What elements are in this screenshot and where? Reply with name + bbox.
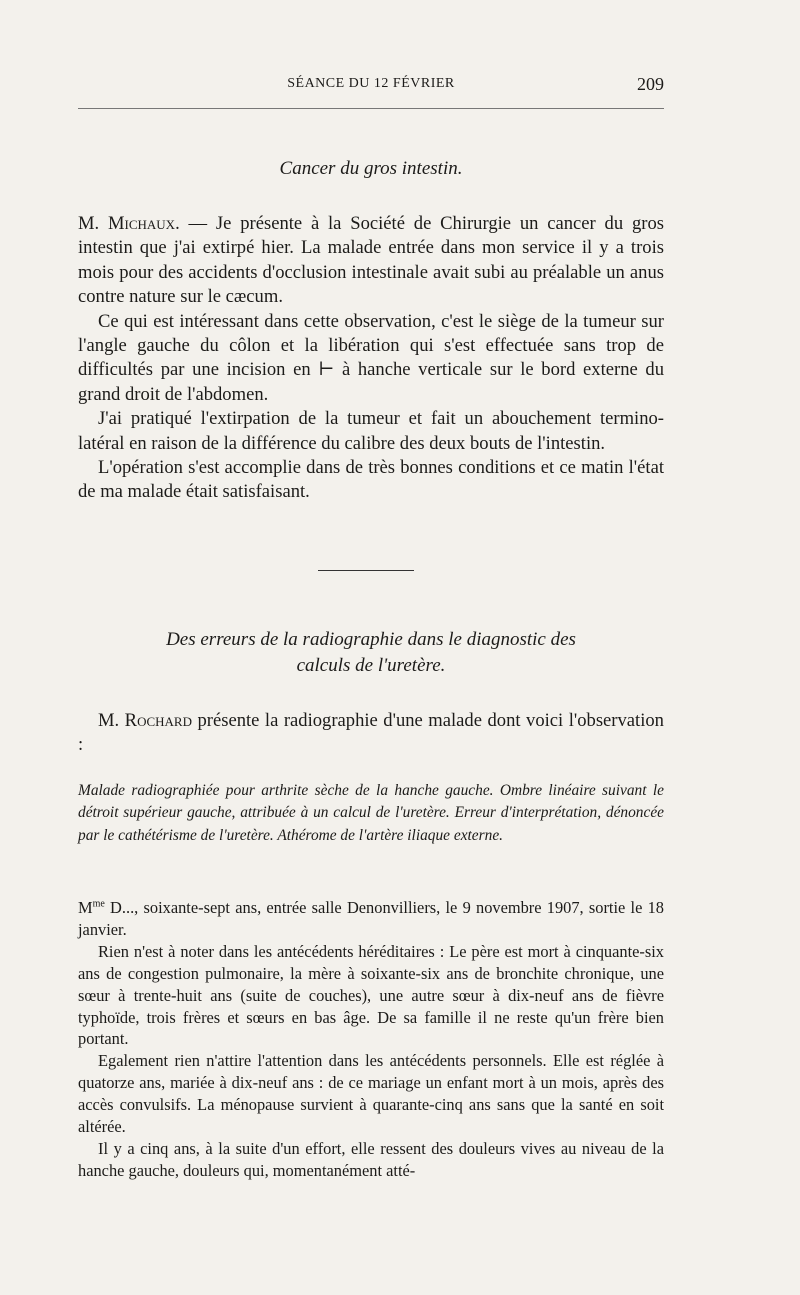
page-number: 209 bbox=[637, 74, 664, 94]
paragraph: $M^{me}$ D..., soixante-sept ans, entrée salle Denonvilliers, le 9 novembre 1907, sortie le 18 janvier. bbox=[78, 898, 664, 939]
paragraph: Ce qui est intéressant dans cette observation, c'est le siège de la tumeur sur l'angle gauche du côlon et la libération qui s'est effectuée sans trop de difficultés par une incision en ⊢ à hanche verticale sur le bord externe du grand droit de l'abdomen. bbox=[78, 310, 664, 405]
header-rule bbox=[78, 108, 664, 109]
section-divider bbox=[318, 570, 414, 571]
title-line: calculs de l'uretère. bbox=[296, 655, 446, 676]
article-title-cancer: Cancer du gros intestin. bbox=[279, 158, 463, 179]
paragraph: Rien n'est à noter dans les antécédents héréditaires : Le père est mort à cinquante-six ans de congestion pulmonaire, la mère à soixante-six ans de bronchite chronique, une sœur à trente-huit ans (suite de couches), une autre sœur à dix-neuf ans de fièvre typhoïde, trois frères et sœurs en bas âge. De sa famille il ne reste qu'un frère bien portant. bbox=[78, 941, 664, 1049]
case-observation bbox=[78, 897, 664, 1182]
paragraph: M. Rochard présente la radiographie d'une malade dont voici l'observation : bbox=[78, 710, 664, 756]
author-name: M. Michaux. bbox=[78, 213, 180, 234]
paragraph: Egalement rien n'attire l'attention dans les antécédents personnels. Elle est réglée à quatorze ans, mariée à dix-neuf ans : de ce mariage un enfant mort à un mois, après des accès convulsifs. La ménopause survient à quarante-cinq ans sans que la santé en soit altérée. bbox=[78, 1051, 664, 1137]
article-title-radiographie bbox=[78, 627, 664, 679]
author-name: M. Rochard bbox=[98, 710, 192, 731]
title-line: Des erreurs de la radiographie dans le diagnostic des bbox=[166, 629, 576, 650]
paragraph: L'opération s'est accomplie dans de très bonnes conditions et ce matin l'état de ma malade était satisfaisant. bbox=[78, 457, 664, 503]
article-intro-radiographie bbox=[78, 709, 664, 758]
paragraph: Il y a cinq ans, à la suite d'un effort, elle ressent des douleurs vives au niveau de la hanche gauche, douleurs qui, momentanément atté- bbox=[78, 1138, 664, 1180]
paragraph: M. Michaux. — Je présente à la Société de Chirurgie un cancer du gros intestin que j'ai extirpé hier. La malade entrée dans mon service il y a trois mois pour des accidents d'occlusion intestinale avait subi au préalable un anus contre nature sur le cæcum. bbox=[78, 213, 664, 308]
article-body-cancer bbox=[78, 212, 664, 505]
running-title: SÉANCE DU 12 FÉVRIER bbox=[287, 76, 455, 91]
paragraph: J'ai pratiqué l'extirpation de la tumeur et fait un abouchement termino-latéral en raison de la différence du calibre des deux bouts de l'intestin. bbox=[78, 408, 664, 454]
running-head bbox=[78, 74, 664, 98]
summary-text: Malade radiographiée pour arthrite sèche de la hanche gauche. Ombre linéaire suivant le détroit supérieur gauche, attribuée à un calcul de l'uretère. Erreur d'interprétation, dénoncée par le cathétérisme de l'uretère. Athérome de l'artère iliaque externe. bbox=[78, 782, 664, 844]
case-summary bbox=[78, 780, 664, 847]
